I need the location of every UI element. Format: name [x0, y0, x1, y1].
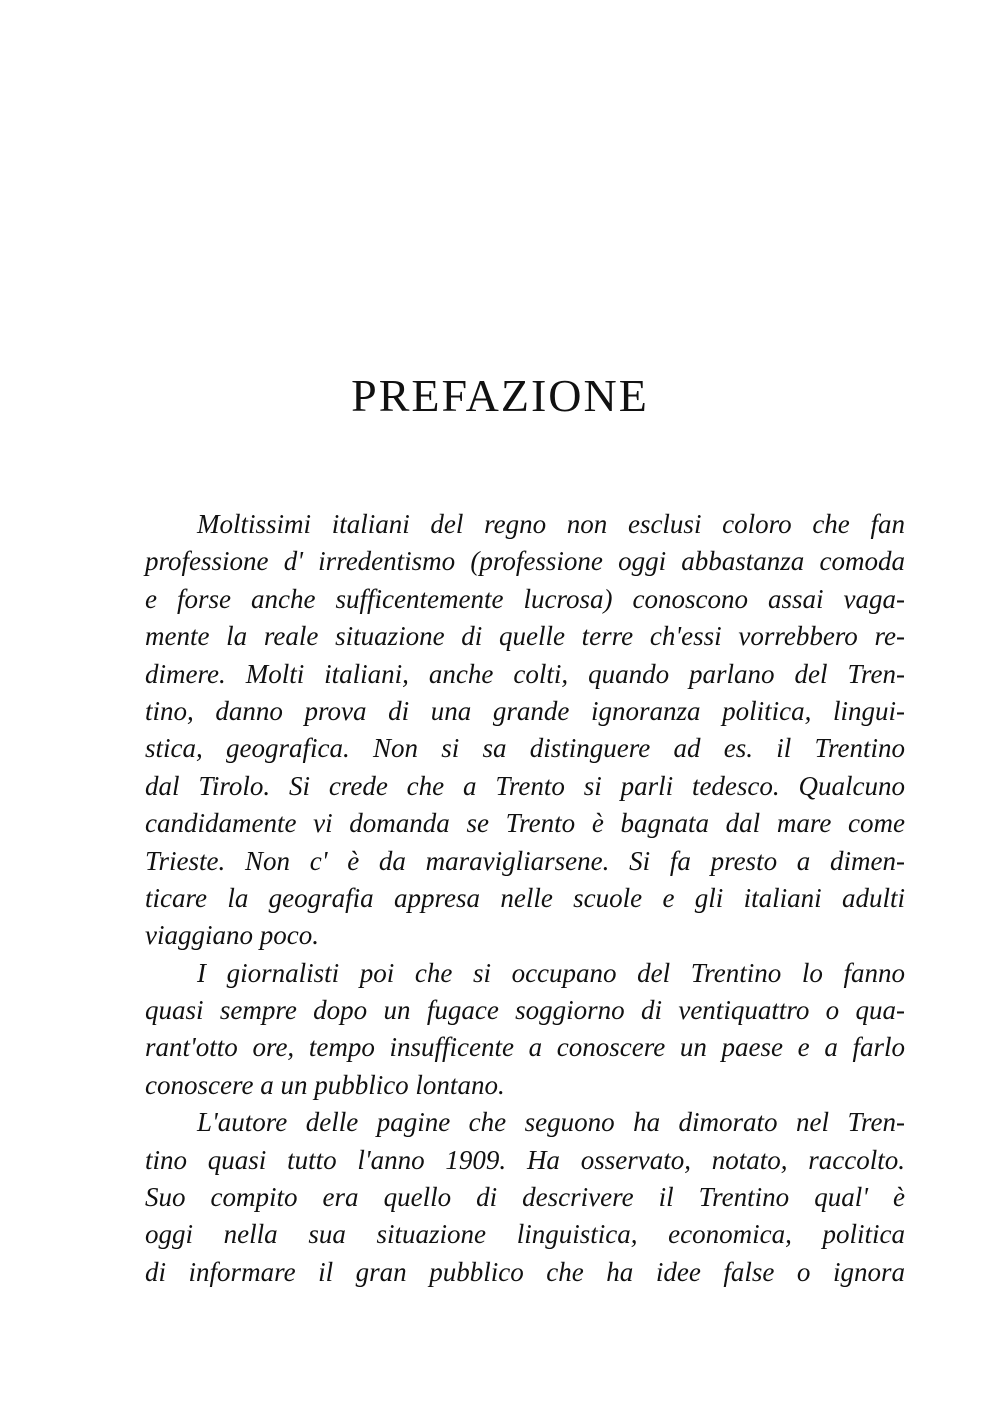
text-line: mente la reale situazione di quelle terre ch'essi vorrebbero re- [145, 621, 905, 652]
text-line: ticare la geografia appresa nelle scuole e gli italiani adulti [145, 882, 905, 913]
text-line: conoscere a un pubblico lontano. [145, 1069, 505, 1100]
preface-body [145, 506, 905, 1291]
text-line: Moltissimi italiani del regno non esclusi coloro che fan [197, 509, 905, 539]
text-line: tino quasi tutto l'anno 1909. Ha osservato, notato, raccolto. [145, 1144, 905, 1175]
paragraph-3 [145, 1104, 905, 1291]
page-title: PREFAZIONE [351, 370, 649, 421]
text-line: dal Tirolo. Si crede che a Trento si parli tedesco. Qualcuno [145, 770, 905, 801]
text-line: dimere. Molti italiani, anche colti, quando parlano del Tren- [145, 658, 905, 689]
text-line: viaggiano poco. [145, 920, 319, 951]
text-line: quasi sempre dopo un fugace soggiorno di ventiquattro o qua- [145, 995, 905, 1026]
text-line: tino, danno prova di una grande ignoranza politica, lingui- [145, 695, 905, 726]
text-line: di informare il gran pubblico che ha idee false o ignora [145, 1256, 905, 1287]
text-line: I giornalisti poi che si occupano del Trentino lo fanno [197, 957, 905, 988]
text-line: L'autore delle pagine che seguono ha dimorato nel Tren- [197, 1107, 905, 1138]
text-line: e forse anche sufficentemente lucrosa) conoscono assai vaga- [145, 583, 905, 614]
text-line: candidamente vi domanda se Trento è bagnata dal mare come [145, 808, 905, 839]
text-line: rant'otto ore, tempo insufficente a conoscere un paese e a farlo [145, 1032, 905, 1063]
text-line: Suo compito era quello di descrivere il Trentino qual' è [145, 1182, 905, 1213]
text-line: oggi nella sua situazione linguistica, economica, politica [145, 1219, 905, 1250]
paragraph-2 [145, 955, 905, 1105]
text-line: Trieste. Non c' è da maravigliarsene. Si fa presto a dimen- [145, 845, 905, 876]
paragraph-1 [145, 506, 905, 955]
text-line: stica, geografica. Non si sa distinguere ad es. il Trentino [145, 733, 905, 764]
text-line: professione d' irredentismo (professione oggi abbastanza comoda [145, 546, 905, 577]
